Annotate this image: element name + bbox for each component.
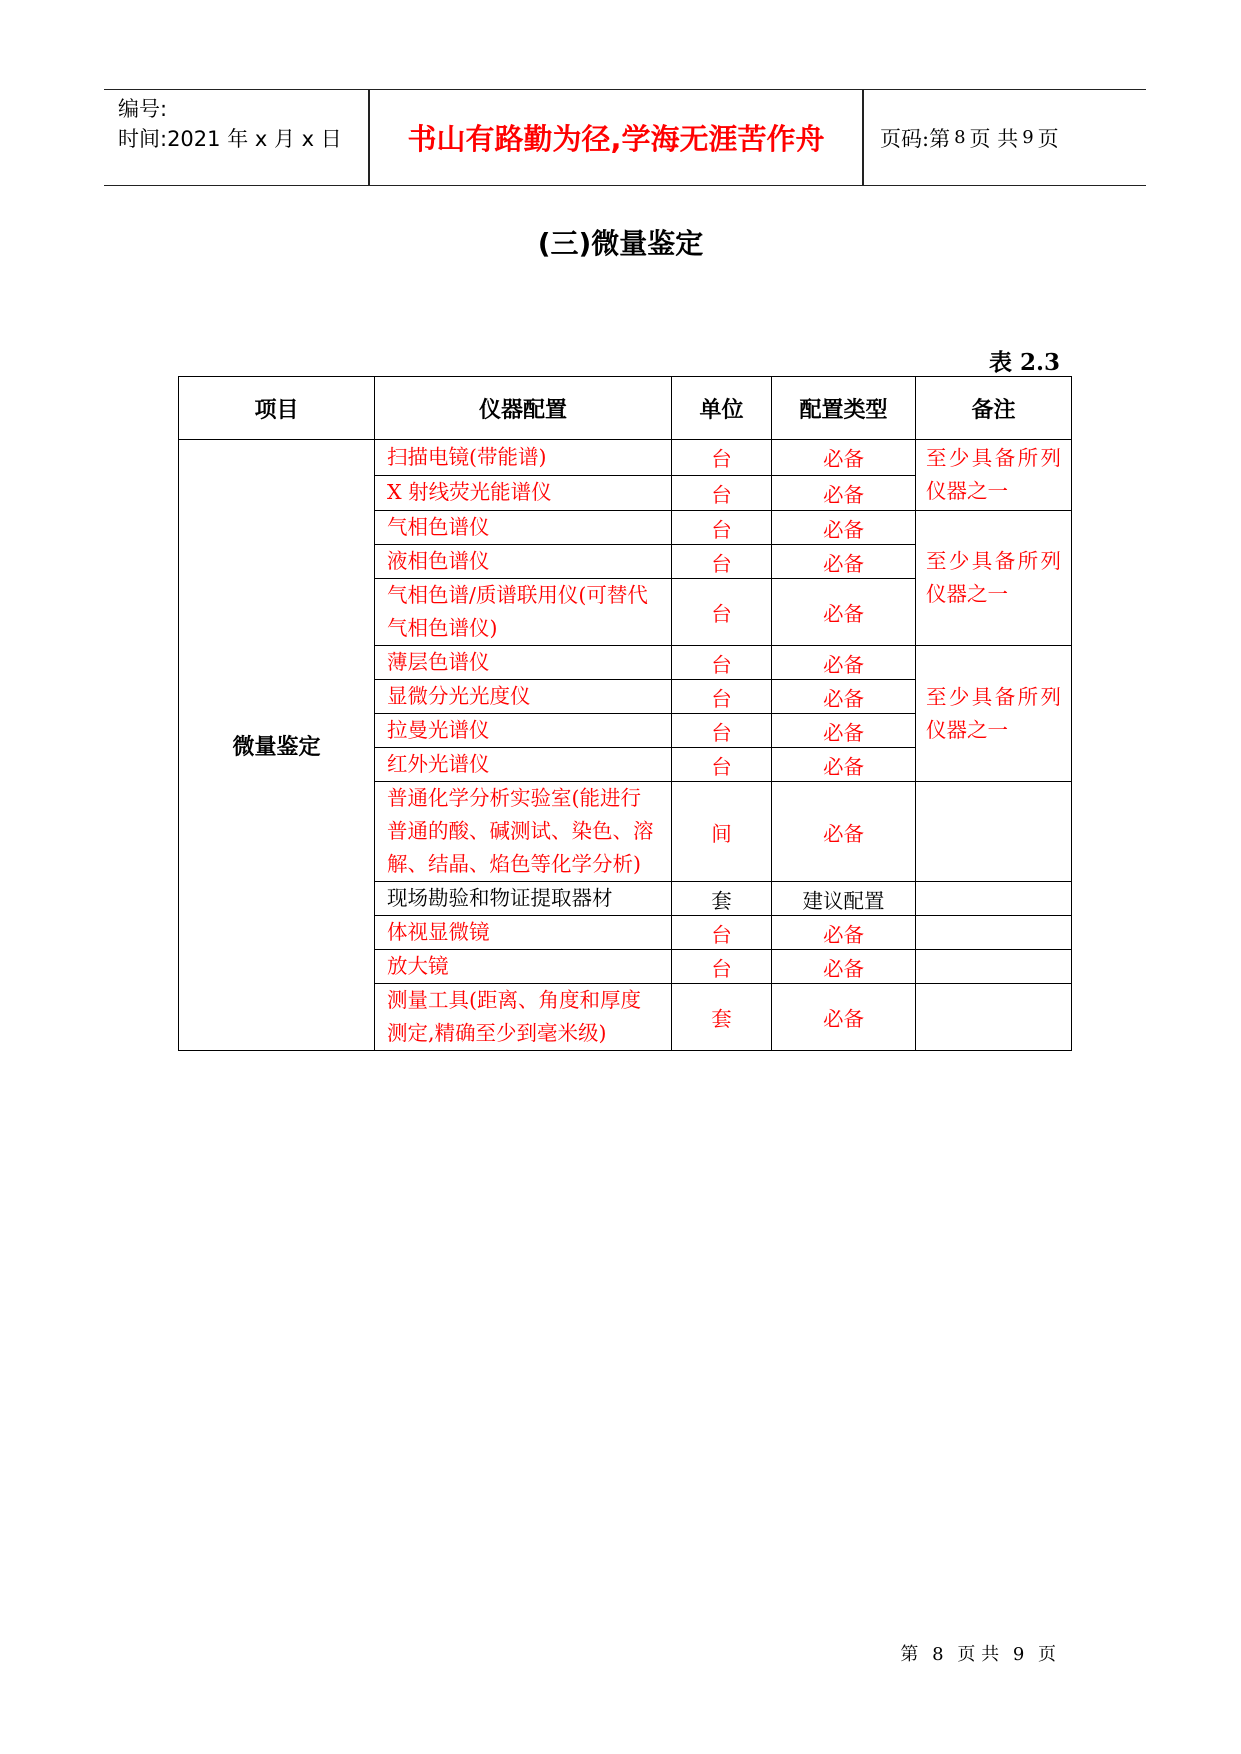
instrument-cell: 放大镜 (375, 950, 672, 984)
page-current: 8 (954, 127, 966, 148)
table-number: 表 2.3 (988, 349, 1060, 376)
type-cell: 必备 (772, 950, 916, 984)
unit-cell: 套 (672, 882, 772, 916)
note-cell-empty (916, 984, 1072, 1051)
note-cell-empty (916, 916, 1072, 950)
instrument-cell: 气相色谱仪 (375, 511, 672, 545)
instrument-cell: 现场勘验和物证提取器材 (375, 882, 672, 916)
instrument-cell: X 射线荧光能谱仪 (375, 475, 672, 511)
page-suffix: 页 (1037, 126, 1059, 151)
footer-total-pages: 9 (1012, 1644, 1025, 1665)
page-prefix: 页码:第 (880, 126, 951, 151)
instrument-cell: 液相色谱仪 (375, 545, 672, 579)
type-cell: 必备 (772, 475, 916, 511)
type-cell: 必备 (772, 545, 916, 579)
note-cell-empty (916, 782, 1072, 882)
unit-cell: 台 (672, 646, 772, 680)
type-cell: 必备 (772, 646, 916, 680)
type-cell: 必备 (772, 984, 916, 1051)
instrument-cell: 普通化学分析实验室(能进行普通的酸、碱测试、染色、溶解、结晶、焰色等化学分析) (375, 782, 672, 882)
instrument-cell: 红外光谱仪 (375, 748, 672, 782)
unit-cell: 台 (672, 475, 772, 511)
note-cell: 至少具备所列仪器之一 (916, 511, 1072, 646)
type-cell: 必备 (772, 440, 916, 476)
unit-cell: 台 (672, 916, 772, 950)
note-cell-empty (916, 950, 1072, 984)
footer-suffix: 页 (1038, 1644, 1056, 1665)
instrument-cell: 体视显微镜 (375, 916, 672, 950)
page-header (104, 89, 1146, 186)
unit-cell: 台 (672, 545, 772, 579)
instrument-cell: 显微分光光度仪 (375, 680, 672, 714)
unit-cell: 台 (672, 714, 772, 748)
type-cell: 必备 (772, 748, 916, 782)
footer-prefix: 第 (900, 1644, 919, 1665)
equipment-table (178, 376, 1072, 1051)
unit-cell: 台 (672, 680, 772, 714)
instrument-cell: 薄层色谱仪 (375, 646, 672, 680)
column-header-unit: 单位 (672, 377, 772, 440)
type-cell: 必备 (772, 511, 916, 545)
column-header-item: 项目 (179, 377, 375, 440)
category-cell: 微量鉴定 (179, 440, 375, 1051)
document-number-label: 编号: (118, 97, 168, 121)
footer-mid: 页 共 (957, 1644, 1000, 1665)
unit-cell: 台 (672, 579, 772, 646)
header-motto: 书山有路勤为径,学海无涯苦作舟 (407, 122, 825, 156)
column-header-notes: 备注 (916, 377, 1072, 440)
type-cell: 必备 (772, 782, 916, 882)
instrument-cell: 扫描电镜(带能谱) (375, 440, 672, 476)
header-divider (862, 90, 864, 185)
page-total: 9 (1022, 127, 1034, 148)
document-time: 时间:2021 年 x 月 x 日 (118, 127, 342, 151)
page-footer (896, 1640, 1060, 1666)
unit-cell: 台 (672, 511, 772, 545)
unit-cell: 套 (672, 984, 772, 1051)
unit-cell: 台 (672, 440, 772, 476)
column-header-type: 配置类型 (772, 377, 916, 440)
instrument-cell: 测量工具(距离、角度和厚度测定,精确至少到毫米级) (375, 984, 672, 1051)
type-cell: 建议配置 (772, 882, 916, 916)
type-cell: 必备 (772, 680, 916, 714)
note-cell-empty (916, 882, 1072, 916)
section-title: (三)微量鉴定 (537, 227, 704, 260)
table-row (179, 440, 1072, 476)
header-meta (118, 94, 363, 154)
unit-cell: 台 (672, 950, 772, 984)
type-cell: 必备 (772, 714, 916, 748)
unit-cell: 台 (672, 748, 772, 782)
unit-cell: 间 (672, 782, 772, 882)
table-header-row (179, 377, 1072, 440)
column-header-instrument: 仪器配置 (375, 377, 672, 440)
footer-current-page: 8 (932, 1644, 944, 1665)
instrument-cell: 气相色谱/质谱联用仪(可替代气相色谱仪) (375, 579, 672, 646)
note-cell: 至少具备所列仪器之一 (916, 646, 1072, 782)
page-mid: 页 共 (969, 126, 1019, 151)
header-page-info (880, 90, 1059, 185)
type-cell: 必备 (772, 916, 916, 950)
type-cell: 必备 (772, 579, 916, 646)
note-cell: 至少具备所列仪器之一 (916, 440, 1072, 511)
instrument-cell: 拉曼光谱仪 (375, 714, 672, 748)
